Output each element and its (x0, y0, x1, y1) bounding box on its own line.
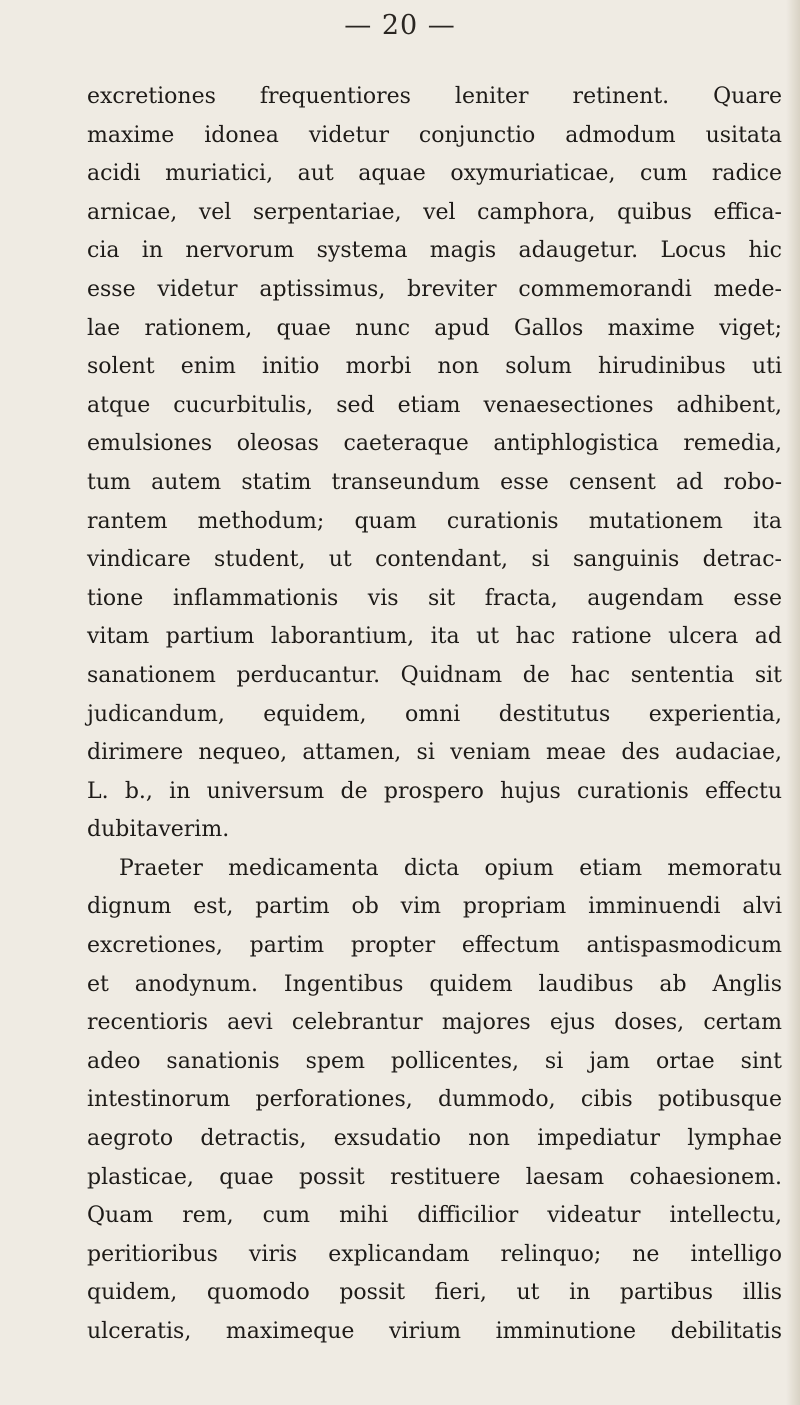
text-line: sanationem perducantur. Quidnam de hac sententia sit (87, 662, 782, 688)
page-edge-shadow (786, 0, 800, 1405)
text-line: recentioris aevi celebrantur majores ejus doses, certam (87, 1010, 782, 1036)
text-line: L. b., in universum de prospero hujus curationis effectu (87, 778, 782, 804)
text-line: intestinorum perforationes, dummodo, cibis potibusque (87, 1087, 782, 1113)
text-line: vindicare student, ut contendant, si sanguinis detrac- (87, 547, 782, 573)
text-line: excretiones, partim propter effectum antispasmodicum (87, 933, 782, 959)
text-line: atque cucurbitulis, sed etiam venaesectiones adhibent, (87, 392, 782, 418)
body-text (87, 78, 782, 1352)
text-line: tum autem statim transeundum esse censent ad robo- (87, 469, 782, 495)
text-line: lae rationem, quae nunc apud Gallos maxime viget; (87, 315, 782, 341)
text-line: judicandum, equidem, omni destitutus experientia, (87, 701, 782, 727)
text-line: cia in nervorum systema magis adaugetur. Locus hic (87, 238, 782, 264)
text-line: maxime idonea videtur conjunctio admodum usitata (87, 122, 782, 148)
text-line: peritioribus viris explicandam relinquo; ne intelligo (87, 1241, 782, 1267)
text-line: tione inflammationis vis sit fracta, augendam esse (87, 585, 782, 611)
text-line: dignum est, partim ob vim propriam imminuendi alvi (87, 894, 782, 920)
text-line: et anodynum. Ingentibus quidem laudibus ab Anglis (87, 971, 782, 997)
text-line: vitam partium laborantium, ita ut hac ratione ulcera ad (87, 624, 782, 650)
text-line: quidem, quomodo possit fieri, ut in partibus illis (87, 1280, 782, 1306)
page-number: — 20 — (344, 10, 456, 41)
text-line: dubitaverim. (87, 817, 230, 843)
text-line: plasticae, quae possit restituere laesam cohaesionem. (87, 1164, 782, 1190)
text-line: adeo sanationis spem pollicentes, si jam ortae sint (87, 1048, 782, 1074)
text-line: emulsiones oleosas caeteraque antiphlogistica remedia, (87, 431, 782, 457)
text-line: dirimere nequeo, attamen, si veniam meae des audaciae, (87, 740, 782, 766)
text-line: ulceratis, maximeque virium imminutione debilitatis (87, 1319, 782, 1344)
text-line: arnicae, vel serpentariae, vel camphora, quibus effica- (87, 199, 782, 225)
text-line: Quam rem, cum mihi difficilior videatur intellectu, (87, 1203, 782, 1229)
text-line: esse videtur aptissimus, breviter commemorandi mede- (87, 276, 782, 302)
text-line: rantem methodum; quam curationis mutationem ita (87, 508, 782, 534)
text-line: Praeter medicamenta dicta opium etiam memoratu (119, 855, 782, 881)
text-line: excretiones frequentiores leniter retinent. Quare (87, 84, 782, 109)
text-line: aegroto detractis, exsudatio non impediatur lymphae (87, 1126, 782, 1152)
text-line: acidi muriatici, aut aquae oxymuriaticae, cum radice (87, 161, 782, 187)
text-line: solent enim initio morbi non solum hirudinibus uti (87, 354, 782, 380)
